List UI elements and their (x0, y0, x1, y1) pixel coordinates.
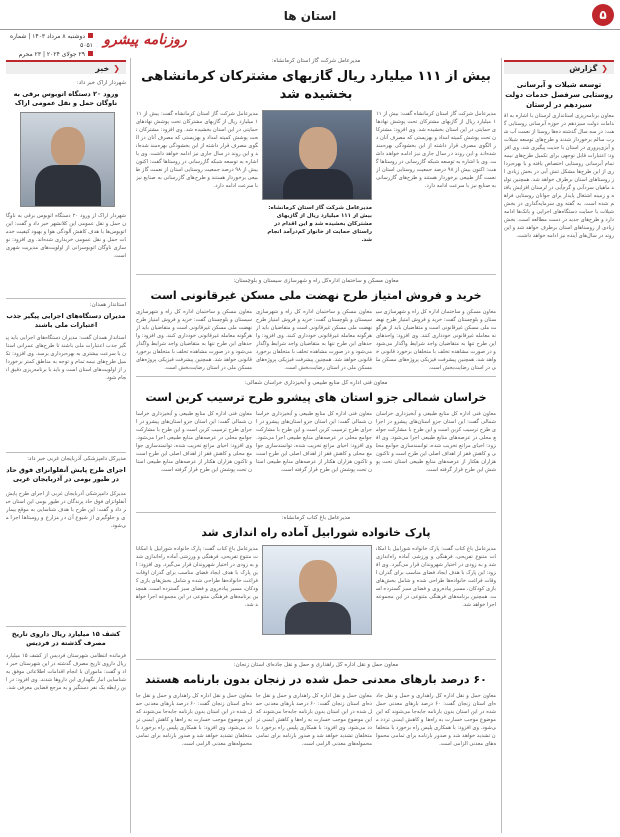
divider (6, 626, 126, 627)
article-body: شهردار اراک از ورود ۲۰ دستگاه اتوبوس برقی به ناوگان حمل و نقل عمومی این کلانشهر خبر داد و گفت: این اتوبوس‌ها با هدف کاهش آلودگی هوا و بهبود کیفیت خدمات حمل و نقل عمومی خریداری شده‌اند. وی افزود: نوسازی ناوگان اتوبوسرانی از اولویت‌های مدیریت شهری است. (6, 213, 126, 259)
page-title: استان ها (283, 9, 337, 23)
arrow-icon: ❮ (601, 64, 608, 73)
suit-shape (285, 602, 351, 635)
suit-shape (283, 169, 353, 200)
headline-park: پارک خانواده شورابیل آماده راه اندازی شد (201, 526, 431, 539)
article-body: معاون مسکن و ساختمان اداره کل راه و شهرسازی سیستان و بلوچستان گفت: خرید و فروش امتیاز طرح نهضت ملی مسکن غیرقانونی است و متقاضیان باید از هرگونه معامله غیرقانونی خودداری کنند. وی افزود: واحدهای این طرح تنها به متقاضیان واجد شرایط واگذار می‌شود و در صورت مشاهده تخلف با متخلفان برخورد قانونی خواهد شد. همچنین پیشرفت فیزیکی پروژه‌های مسکن ملی در استان رضایت‌بخش است. (136, 309, 252, 371)
article-body: معاون مسکن و ساختمان اداره کل راه و شهرسازی سیستان و بلوچستان گفت: خرید و فروش امتیاز طرح نهضت ملی مسکن غیرقانونی است و متقاضیان باید از هرگونه معامله غیرقانونی خودداری کنند. وی افزود: واحدهای این طرح تنها به متقاضیان واجد شرایط واگذار می‌شود و در صورت مشاهده تخلف با متخلفان برخورد قانونی خواهد شد. همچنین پیشرفت فیزیکی پروژه‌های مسکن ملی در استان رضایت‌بخش است. (376, 309, 496, 371)
face-shape (51, 127, 85, 167)
divider (136, 376, 496, 377)
gas-official-photo (262, 110, 372, 200)
section-label: گزارش (569, 64, 598, 73)
headline-hamedan: مدیران دستگاه‌های اجرایی پیگیر جذب اعتبارات ملی باشند (6, 312, 126, 329)
article-body: مدیرعامل شرکت گاز استان کرمانشاه گفت: بیش از ۱۱۱ میلیارد ریال از گازبهای مشترکان تحت پوشش نهادهای حمایتی در این استان بخشیده شد. وی افزود: مشترکان تحت پوشش کمیته امداد و بهزیستی که مصرف آنان در الگوی مصرف قرار داشته از این بخشودگی بهره‌مند شده‌اند و این روند در سال جاری نیز ادامه خواهد داشت. وی با اشاره به توسعه شبکه گازرسانی در روستاها گفت: اکنون بیش از ۹۸ درصد جمعیت روستایی استان از نعمت گاز طبیعی برخوردار هستند و طرح‌های گازرسانی به صنایع نیز با سرعت ادامه دارد. (136, 111, 258, 189)
arrow-icon: ❮ (113, 64, 120, 73)
article-body: معاون فنی اداره کل منابع طبیعی و آبخیزداری خراسان شمالی گفت: این استان جزو استان‌های پیشرو در اجرای طرح ترسیب کربن است و این طرح با مشارکت جوامع محلی در عرصه‌های منابع طبیعی اجرا می‌شود. وی افزود: احیای مراتع تخریب شده، توانمندسازی جوامع محلی و کاهش فقر از اهداف اصلی این طرح است و تاکنون هزاران هکتار از عرصه‌های منابع طبیعی استان تحت پوشش این طرح قرار گرفته است. (376, 411, 496, 473)
article-body: معاون فنی اداره کل منابع طبیعی و آبخیزداری خراسان شمالی گفت: این استان جزو استان‌های پیشرو در اجرای طرح ترسیب کربن است و این طرح با مشارکت جوامع محلی در عرصه‌های منابع طبیعی اجرا می‌شود. وی افزود: احیای مراتع تخریب شده، توانمندسازی جوامع محلی و کاهش فقر از اهداف اصلی این طرح است و تاکنون هزاران هکتار از عرصه‌های منابع طبیعی استان تحت پوشش این طرح قرار گرفته است. (136, 411, 252, 473)
article-body: استاندار همدان گفت: مدیران دستگاه‌های اجرایی باید پیگیر جذب اعتبارات ملی باشند تا طرح‌های عمرانی استان با سرعت بیشتری به بهره‌برداری برسد. وی افزود: تکمیل طرح‌های نیمه تمام و توجه به مناطق کمتر برخوردار از اولویت‌های استان است و باید با برنامه‌ریزی دقیق انجام شود. (6, 335, 126, 381)
face-shape (299, 560, 337, 604)
report-body: معاون برنامه‌ریزی استانداری لرستان با اشاره به اقدامات دولت سیزدهم در حوزه آبرسانی روستایی گفت: در سه سال گذشته ده‌ها روستا از نعمت آب شرب سالم برخوردار شدند و طرح‌های توسعه شیلات و آبزی‌پروری در استان با جدیت پیگیری شد. وی افزود: اعتبارات قابل توجهی برای تکمیل طرح‌های نیمه تمام آبرسانی روستایی اختصاص یافته و با بهره‌برداری از این طرح‌ها مشکل تنش آبی در بخش زیادی از روستاهای استان برطرف خواهد شد. همچنین تولید ماهیان سردآبی و گرم‌آبی در لرستان افزایش یافته و زمینه اشتغال پایدار برای جوانان روستایی فراهم شده است. به گفته وی سرمایه‌گذاری در بخش شیلات با حمایت دستگاه‌های اجرایی و بانک‌ها ادامه دارد و طرح‌های جدید در دست مطالعه است. بخش زیادی از روستاهای استان برطرف خواهد شد و این روند در سال‌های آینده نیز ادامه خواهد داشت. (504, 113, 614, 239)
kicker: معاون فنی اداره کل منابع طبیعی و آبخیزداری خراسان شمالی: (244, 380, 388, 386)
issue-date-fa: دوشنبه ۸ مرداد ۱۴۰۳ | شماره ۵۰۵۱ (9, 33, 93, 49)
photo-caption: مدیرعامل شرکت گاز استان کرمانشاه: بیش از ۱۱۱ میلیارد ریال از گازبهای مشترکان بخشیده شد و این اقدام در راستای حمایت از خانوار کم‌درآمد انجام شد. (267, 205, 372, 243)
article-body: معاون حمل و نقل اداره کل راهداری و حمل و نقل جاده‌ای استان زنجان گفت: ۶۰ درصد بارهای معدنی حمل شده در این استان بدون بارنامه جابه‌جا می‌شوند که این موضوع موجب خسارت به راه‌ها و کاهش ایمنی تردد می‌شود. وی افزود: با همکاری پلیس راه برخورد با متخلفان تشدید خواهد شد و صدور بارنامه برای تمامی محموله‌های معدنی الزامی است. (136, 693, 252, 747)
article-body: مدیرکل دامپزشکی آذربایجان غربی از اجرای طرح پایش آنفلوانزای فوق حاد پرندگان در طیور بومی این استان خبر داد و گفت: این طرح با هدف شناسایی به موقع بیماری و جلوگیری از شیوع آن در مزارع و روستاها اجرا می‌شود. (6, 491, 126, 529)
kicker: معاون مسکن و ساختمان اداره‌کل راه و شهرسازی سیستان و بلوچستان: (233, 278, 399, 284)
headline-housing: خرید و فروش امتیاز طرح نهضت ملی مسکن غیرقانونی است (150, 289, 482, 302)
section-tag-report (504, 60, 614, 74)
article-body: مدیرعامل باغ کتاب گفت: پارک خانواده شورابیل با امکانات متنوع تفریحی، فرهنگی و ورزشی آماده راه‌اندازی شد و به زودی در اختیار شهروندان قرار می‌گیرد. وی افزود: این پارک با هدف ایجاد فضای مناسب برای گذران اوقات فراغت خانواده‌ها طراحی شده و شامل بخش‌های بازی کودکان، مسیر پیاده‌روی و فضای سبز گسترده است. همچنین برنامه‌های فرهنگی متنوعی در این مجموعه اجرا خواهد شد. (136, 546, 258, 608)
article-body: معاون مسکن و ساختمان اداره کل راه و شهرسازی سیستان و بلوچستان گفت: خرید و فروش امتیاز طرح نهضت ملی مسکن غیرقانونی است و متقاضیان باید از هرگونه معامله غیرقانونی خودداری کنند. وی افزود: واحدهای این طرح تنها به متقاضیان واجد شرایط واگذار می‌شود و در صورت مشاهده تخلف با متخلفان برخورد قانونی خواهد شد. همچنین پیشرفت فیزیکی پروژه‌های مسکن ملی در استان رضایت‌بخش است. (256, 309, 372, 371)
article-body: فرمانده انتظامی شهرستان فردیس از کشف ۱۵ میلیارد ریال داروی تاریخ مصرف گذشته در این شهرستان خبر داد و گفت: ماموران با انجام اقدامات اطلاعاتی موفق به شناسایی انبار نگهداری این داروها شدند. وی افزود: در این رابطه یک نفر دستگیر و به مرجع قضایی معرفی شد. (6, 653, 126, 691)
issue-date-en: ۲۹ جولای ۲۰۲۴ | ۲۳ محرم (8, 50, 93, 68)
headline-gas: بیش از ۱۱۱ میلیارد ریال گازبهای مشترکان کرمانشاهی بخشیده شد (141, 69, 491, 102)
section-label: خبر (95, 64, 110, 73)
article-body: مدیرعامل شرکت گاز استان کرمانشاه گفت: بیش از ۱۱۱ میلیارد ریال از گازبهای مشترکان تحت پوشش نهادهای حمایتی در این استان بخشیده شد. وی افزود: مشترکان تحت پوشش کمیته امداد و بهزیستی که مصرف آنان در الگوی مصرف قرار داشته از این بخشودگی بهره‌مند شده‌اند و این روند در سال جاری نیز ادامه خواهد داشت. وی با اشاره به توسعه شبکه گازرسانی در روستاها گفت: اکنون بیش از ۹۸ درصد جمعیت روستایی استان از نعمت گاز طبیعی برخوردار هستند و طرح‌های گازرسانی به صنایع نیز با سرعت ادامه دارد. (376, 111, 496, 189)
column-divider (501, 58, 502, 833)
headline-avian-flu: اجرای طرح پایش آنفلوانزای فوق حاد در طیور بومی در آذربایجان غربی (6, 466, 126, 483)
column-divider (130, 58, 131, 833)
kicker: مدیرکل دامپزشکی آذربایجان غربی خبر داد: (27, 456, 126, 462)
article-body: مدیرعامل باغ کتاب گفت: پارک خانواده شورابیل با امکانات متنوع تفریحی، فرهنگی و ورزشی آماده راه‌اندازی شد و به زودی در اختیار شهروندان قرار می‌گیرد. وی افزود: این پارک با هدف ایجاد فضای مناسب برای گذران اوقات فراغت خانواده‌ها طراحی شده و شامل بخش‌های بازی کودکان، مسیر پیاده‌روی و فضای سبز گسترده است. همچنین برنامه‌های فرهنگی متنوعی در این مجموعه اجرا خواهد شد. (376, 546, 496, 608)
kicker: مدیرعامل شرکت گاز استان کرمانشاه: (271, 58, 361, 64)
suit-shape (35, 165, 101, 207)
face-shape (299, 127, 337, 171)
report-headline: توسعه شیلات و آبرسانی روستایی سرفصل خدمات دولت سیزدهم در لرستان (505, 81, 613, 109)
divider (136, 659, 496, 660)
kicker: استاندار همدان: (89, 302, 126, 308)
mayor-photo (20, 112, 115, 207)
kicker: مدیرعامل باغ کتاب کرمانشاه: (281, 515, 351, 521)
section-tag-news (6, 60, 126, 74)
kicker: معاون حمل و نقل اداره کل راهداری و حمل و نقل جاده‌ای استان زنجان: (233, 662, 399, 668)
masthead-logo: روزنامه پیشرو (103, 32, 187, 48)
kicker: شهردار اراک خبر داد: (76, 80, 126, 86)
divider (136, 274, 496, 275)
headline-carbon: خراسان شمالی جزو استان های پیشرو طرح ترسیب کربن است (145, 391, 487, 404)
divider (6, 298, 126, 299)
article-body: معاون فنی اداره کل منابع طبیعی و آبخیزداری خراسان شمالی گفت: این استان جزو استان‌های پیشرو در اجرای طرح ترسیب کربن است و این طرح با مشارکت جوامع محلی در عرصه‌های منابع طبیعی اجرا می‌شود. وی افزود: احیای مراتع تخریب شده، توانمندسازی جوامع محلی و کاهش فقر از اهداف اصلی این طرح است و تاکنون هزاران هکتار از عرصه‌های منابع طبیعی استان تحت پوشش این طرح قرار گرفته است. (256, 411, 372, 473)
divider (136, 512, 496, 513)
page-number: ۵ (592, 4, 614, 26)
divider (6, 452, 126, 453)
park-official-photo (262, 545, 372, 635)
headline-drugs: کشف ۱۵ میلیارد ریال داروی تاریخ مصرف گذشته در فردیس (11, 630, 121, 647)
article-body: معاون حمل و نقل اداره کل راهداری و حمل و نقل جاده‌ای استان زنجان گفت: ۶۰ درصد بارهای معدنی حمل شده در این استان بدون بارنامه جابه‌جا می‌شوند که این موضوع موجب خسارت به راه‌ها و کاهش ایمنی تردد می‌شود. وی افزود: با همکاری پلیس راه برخورد با متخلفان تشدید خواهد شد و صدور بارنامه برای تمامی محموله‌های معدنی الزامی است. (376, 693, 496, 747)
article-body: معاون حمل و نقل اداره کل راهداری و حمل و نقل جاده‌ای استان زنجان گفت: ۶۰ درصد بارهای معدنی حمل شده در این استان بدون بارنامه جابه‌جا می‌شوند که این موضوع موجب خسارت به راه‌ها و کاهش ایمنی تردد می‌شود. وی افزود: با همکاری پلیس راه برخورد با متخلفان تشدید خواهد شد و صدور بارنامه برای تمامی محموله‌های معدنی الزامی است. (256, 693, 372, 747)
headline-zanjan: ۶۰ درصد بارهای معدنی حمل شده در زنجان بدون بارنامه هستند (145, 673, 487, 686)
headline-bus: ورود ۲۰ دستگاه اتوبوس برقی به ناوگان حمل و نقل عمومی اراک (13, 90, 119, 107)
page-header (0, 0, 620, 30)
